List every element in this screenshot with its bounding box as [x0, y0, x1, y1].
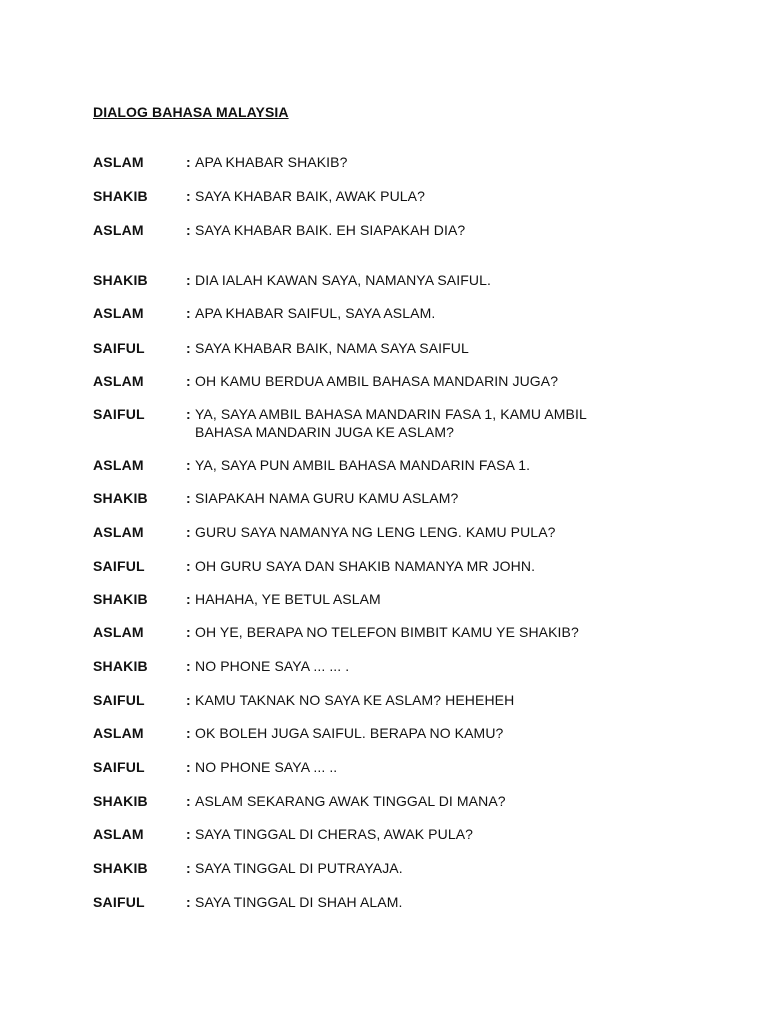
dialog-text: SAYA KHABAR BAIK, AWAK PULA?: [195, 188, 425, 204]
speaker-name: ASLAM: [93, 222, 144, 238]
colon-separator: :: [186, 272, 191, 288]
speaker-name: SHAKIB: [93, 658, 148, 674]
dialog-text: SAYA TINGGAL DI CHERAS, AWAK PULA?: [195, 826, 474, 842]
dialog-text: NO PHONE SAYA ... ..: [195, 759, 338, 775]
dialog-text: ASLAM SEKARANG AWAK TINGGAL DI MANA?: [195, 793, 506, 809]
speaker-name: SHAKIB: [93, 490, 148, 506]
speaker-name: ASLAM: [93, 305, 144, 321]
colon-separator: :: [186, 406, 191, 422]
speaker-name: ASLAM: [93, 154, 144, 170]
speaker-name: ASLAM: [93, 524, 144, 540]
dialog-text: OH GURU SAYA DAN SHAKIB NAMANYA MR JOHN.: [195, 558, 536, 574]
colon-separator: :: [186, 373, 191, 389]
dialog-text: DIA IALAH KAWAN SAYA, NAMANYA SAIFUL.: [195, 272, 491, 288]
speaker-name: SAIFUL: [93, 759, 145, 775]
dialog-text: SIAPAKAH NAMA GURU KAMU ASLAM?: [195, 490, 459, 506]
speaker-name: ASLAM: [93, 725, 144, 741]
speaker-name: ASLAM: [93, 826, 144, 842]
colon-separator: :: [186, 222, 191, 238]
dialog-text: SAYA TINGGAL DI SHAH ALAM.: [195, 894, 403, 910]
document-title: DIALOG BAHASA MALAYSIA: [93, 104, 289, 120]
colon-separator: :: [186, 340, 191, 356]
dialog-text: OH KAMU BERDUA AMBIL BAHASA MANDARIN JUGA?: [195, 373, 559, 389]
speaker-name: SAIFUL: [93, 558, 145, 574]
colon-separator: :: [186, 558, 191, 574]
speaker-name: SAIFUL: [93, 692, 145, 708]
speaker-name: SAIFUL: [93, 340, 145, 356]
dialog-text: YA, SAYA PUN AMBIL BAHASA MANDARIN FASA 1.: [195, 457, 531, 473]
colon-separator: :: [186, 692, 191, 708]
dialog-text: GURU SAYA NAMANYA NG LENG LENG. KAMU PULA?: [195, 524, 556, 540]
dialog-text: SAYA KHABAR BAIK, NAMA SAYA SAIFUL: [195, 340, 469, 356]
dialog-text: YA, SAYA AMBIL BAHASA MANDARIN FASA 1, KAMU AMBIL BAHASA MANDARIN JUGA KE ASLAM?: [195, 406, 587, 440]
speaker-name: SHAKIB: [93, 793, 148, 809]
colon-separator: :: [186, 524, 191, 540]
speaker-name: SHAKIB: [93, 860, 148, 876]
dialog-text: KAMU TAKNAK NO SAYA KE ASLAM? HEHEHEH: [195, 692, 515, 708]
colon-separator: :: [186, 305, 191, 321]
dialog-text: NO PHONE SAYA ... ... .: [195, 658, 350, 674]
dialog-text: OH YE, BERAPA NO TELEFON BIMBIT KAMU YE SHAKIB?: [195, 624, 579, 640]
colon-separator: :: [186, 759, 191, 775]
dialog-text: SAYA KHABAR BAIK. EH SIAPAKAH DIA?: [195, 222, 466, 238]
dialog-text: APA KHABAR SAIFUL, SAYA ASLAM.: [195, 305, 436, 321]
dialog-text: APA KHABAR SHAKIB?: [195, 154, 348, 170]
colon-separator: :: [186, 624, 191, 640]
colon-separator: :: [186, 457, 191, 473]
colon-separator: :: [186, 658, 191, 674]
speaker-name: SAIFUL: [93, 894, 145, 910]
colon-separator: :: [186, 793, 191, 809]
speaker-name: SHAKIB: [93, 188, 148, 204]
dialog-text: OK BOLEH JUGA SAIFUL. BERAPA NO KAMU?: [195, 725, 504, 741]
speaker-name: SHAKIB: [93, 272, 148, 288]
colon-separator: :: [186, 490, 191, 506]
speaker-name: SHAKIB: [93, 591, 148, 607]
speaker-name: ASLAM: [93, 373, 144, 389]
dialog-text: HAHAHA, YE BETUL ASLAM: [195, 591, 381, 607]
colon-separator: :: [186, 894, 191, 910]
colon-separator: :: [186, 826, 191, 842]
colon-separator: :: [186, 725, 191, 741]
speaker-name: SAIFUL: [93, 406, 145, 422]
colon-separator: :: [186, 188, 191, 204]
dialog-text: SAYA TINGGAL DI PUTRAYAJA.: [195, 860, 403, 876]
speaker-name: ASLAM: [93, 624, 144, 640]
colon-separator: :: [186, 860, 191, 876]
colon-separator: :: [186, 154, 191, 170]
speaker-name: ASLAM: [93, 457, 144, 473]
colon-separator: :: [186, 591, 191, 607]
